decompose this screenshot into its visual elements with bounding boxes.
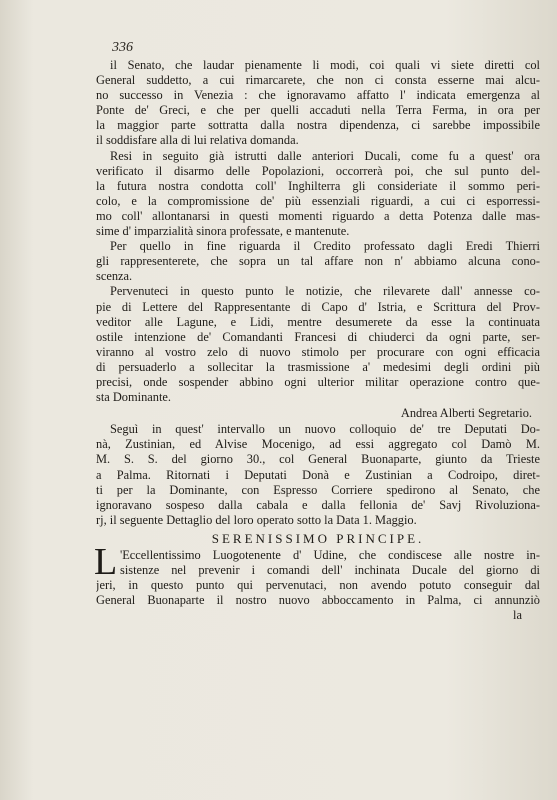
text-line: ostile intenzione de' Comandanti Francesi di chiuderci da ogni parte, ser- [96, 329, 540, 344]
text-line: la futura nostra condotta coll' Inghilterra gli consideriate il sommo peri- [96, 178, 540, 193]
text-line: no successo in Venezia : che ignoravamo affatto l' indicata emergenza al [96, 88, 540, 103]
text-line: Seguì in quest' intervallo un nuovo colloquio de' tre Deputati Do- [110, 422, 540, 437]
text-line: scenza. [96, 269, 133, 284]
text-line: a Palma. Ritornati i Deputati Donà e Zustinian a Codroipo, diret- [96, 467, 540, 482]
text-line: mo coll' allontanarsi in questi momenti riguardo a detta Potenza dalle mas- [96, 208, 540, 223]
text-line: il Senato, che laudar pienamente li modi, coi quali vi siete diretti col [110, 58, 540, 72]
text-line: 'Eccellentissimo Luogotenente d' Udine, che condiscese alle nostre in- [120, 548, 540, 562]
letter-lines [94, 541, 540, 608]
paragraph [96, 149, 540, 240]
paragraph [96, 284, 540, 405]
text-body [96, 58, 540, 623]
text-line: ti per la Dominante, con Espresso Corriere spedirono al Senato, che [96, 482, 540, 497]
text-line: sistenze nel prevenir i comandi dell' inchinata Ducale del giorno di [120, 563, 540, 578]
letter-opening [94, 541, 540, 608]
text-line: rj, il seguente Dettaglio del loro operato sotto la Data 1. Maggio. [96, 512, 417, 527]
text-line: precisi, onde sospender abbino ogni ulterior militar operazione contro que- [96, 374, 540, 389]
letter-heading: SERENISSIMO PRINCIPE. [211, 530, 425, 546]
text-line: General Buonaparte il nostro nuovo abboccamento in Palma, ci annunziò [96, 593, 540, 608]
text-line: la maggior parte sottratta dalla nostra dipendenza, ci sarebbe impossibile [96, 118, 540, 133]
text-line: General suddetto, a cui rimarcarete, che non ci consta esserne mai alcu- [96, 73, 540, 88]
text-line: ignoravano sospeso dalla cabala e dalla fellonia de' Savj Rivoluziona- [96, 497, 540, 512]
narrative-paragraph [96, 422, 540, 528]
text-line: sta Dominante. [96, 390, 172, 405]
text-line: veditor alle Lagune, e Lidi, mentre desumerete da esse la continuata [96, 314, 540, 329]
text-line: Resi in seguito già istrutti dalle anteriori Ducali, come fu a quest' ora [110, 148, 540, 163]
signature: Andrea Alberti Segretario. [400, 406, 532, 421]
text-line: verificato il disarmo delle Popolazioni, occorrerà poi, che sul punto del- [96, 163, 540, 178]
paragraph [96, 58, 540, 149]
text-line: Per quello in fine riguarda il Credito professato dagli Eredi Thierri [110, 239, 540, 254]
catchword: la [513, 608, 522, 623]
text-line: Ponte de' Greci, e che per quelli accaduti nella Terra Ferma, in ora per [96, 103, 540, 118]
text-line: sime d' imparzialità sinora professate, e mantenute. [96, 224, 350, 239]
text-line: pie di Lettere del Rappresentante di Capo d' Istria, e Scrittura del Prov- [96, 299, 540, 314]
paragraph [96, 239, 540, 284]
text-line: di persuaderlo a sollecitar la trasmissione a' medesimi degli ordini più [96, 359, 540, 374]
text-line: colo, e la compromissione de' più essenziali riguardi, a cui ci esporressi- [96, 193, 540, 208]
drop-cap: L [94, 541, 118, 583]
text-line: nà, Zustinian, ed Alvise Mocenigo, ad essi aggregato col Damò M. [96, 437, 540, 452]
text-line: jeri, in questo punto qui pervenutaci, non avendo potuto conseguir dal [96, 578, 540, 593]
text-line: gli rappresenterete, che sopra un tal affare non n' abbiamo alcuna cono- [96, 254, 540, 269]
text-line: M. S. S. del giorno 30., col General Buonaparte, giunto da Trieste [96, 452, 540, 467]
text-line: Pervenuteci in questo punto le notizie, che rilevarete dall' annesse co- [110, 284, 540, 299]
text-line: il soddisfare alla di lui relativa domanda. [96, 133, 299, 148]
text-line: viranno al vostro zelo di nuovo stimolo per procurare con ogni efficacia [96, 344, 540, 359]
paragraphs [96, 58, 540, 405]
page-number: 336 [112, 40, 133, 55]
